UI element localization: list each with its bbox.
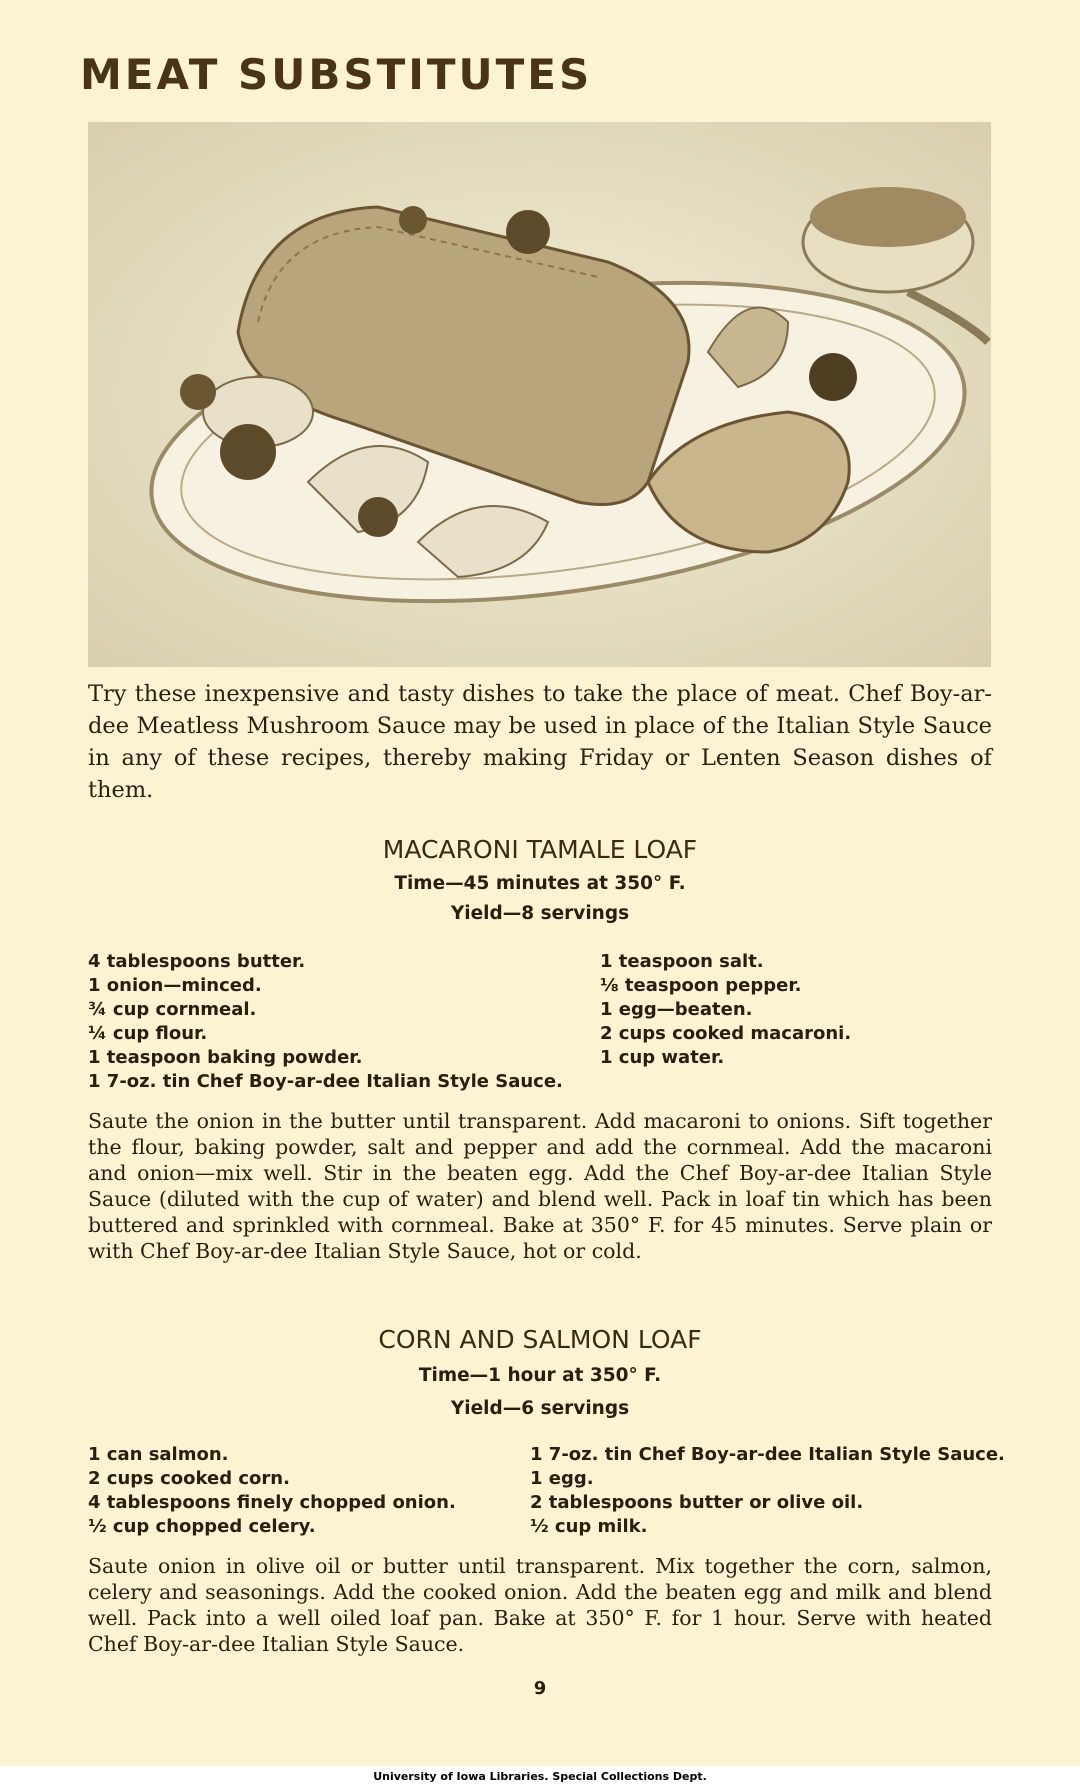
ingredients-right-column <box>600 950 851 1070</box>
ingredient-item: 1 7-oz. tin Chef Boy-ar-dee Italian Style Sauce. <box>530 1444 1005 1465</box>
recipe-yield: Yield—6 servings <box>450 1398 630 1419</box>
ingredient-item: 2 cups cooked macaroni. <box>600 1023 852 1044</box>
recipe-title: MACARONI TAMALE LOAF <box>382 835 698 864</box>
ingredients-left-column <box>88 950 563 1094</box>
ingredient-item: 4 tablespoons butter. <box>88 951 306 972</box>
ingredient-item: 1 egg—beaten. <box>600 999 753 1020</box>
ingredient-item: 1 7-oz. tin Chef Boy-ar-dee Italian Style Sauce. <box>88 1071 563 1092</box>
ingredient-item: 1 onion—minced. <box>88 975 262 996</box>
recipe-yield: Yield—8 servings <box>450 903 630 924</box>
recipe-title: CORN AND SALMON LOAF <box>378 1325 702 1354</box>
ingredient-item: 1 can salmon. <box>88 1444 229 1465</box>
ingredient-item: 1 teaspoon baking powder. <box>88 1047 363 1068</box>
recipe-directions: Saute the onion in the butter until transparent. Add macaroni to onions. Sift together the flour, baking powder, salt and pepper and add the cornmeal. Add the macaroni and onion—mix well. Stir in the beaten egg. Add the Chef Boy-ar-dee Italian Style Sauce (diluted with the cup of water) and blend well. Pack in loaf tin which has been buttered and sprinkled with cornmeal. Bake at 350° F. for 45 minutes. Serve plain or with Chef Boy-ar-dee Italian Style Sauce, hot or cold. <box>88 1109 992 1263</box>
ingredient-item: 4 tablespoons finely chopped onion. <box>88 1492 456 1513</box>
meatloaf-platter-photo <box>88 122 991 667</box>
ingredient-item: 2 cups cooked corn. <box>88 1468 290 1489</box>
ingredient-item: ¼ cup flour. <box>88 1023 208 1044</box>
ingredients-right-column <box>530 1443 1005 1539</box>
page-title: MEAT SUBSTITUTES <box>80 50 593 99</box>
ingredient-item: 1 cup water. <box>600 1047 725 1068</box>
library-credit: University of Iowa Libraries. Special Collections Dept. <box>373 1770 707 1783</box>
ingredient-item: ½ cup milk. <box>530 1516 648 1537</box>
page-number: 9 <box>533 1678 547 1699</box>
intro-paragraph: Try these inexpensive and tasty dishes to take the place of meat. Chef Boy-ar-dee Meatless Mushroom Sauce may be used in place of the Italian Style Sauce in any of these recipes, thereby making Friday or Lenten Season dishes of them. <box>88 681 992 803</box>
ingredient-item: 2 tablespoons butter or olive oil. <box>530 1492 864 1513</box>
ingredient-item: 1 egg. <box>530 1468 594 1489</box>
recipe-time: Time—45 minutes at 350° F. <box>394 873 686 894</box>
ingredients-left-column <box>88 1443 456 1539</box>
ingredient-item: ⅛ teaspoon pepper. <box>600 975 802 996</box>
ingredient-item: ½ cup chopped celery. <box>88 1516 316 1537</box>
ingredient-item: 1 teaspoon salt. <box>600 951 764 972</box>
ingredient-item: ¾ cup cornmeal. <box>88 999 257 1020</box>
recipe-time: Time—1 hour at 350° F. <box>418 1365 662 1386</box>
recipe-directions: Saute onion in olive oil or butter until transparent. Mix together the corn, salmon, celery and seasonings. Add the cooked onion. Add the beaten egg and milk and blend well. Pack into a well oiled loaf pan. Bake at 350° F. for 1 hour. Serve with heated Chef Boy-ar-dee Italian Style Sauce. <box>88 1554 992 1656</box>
